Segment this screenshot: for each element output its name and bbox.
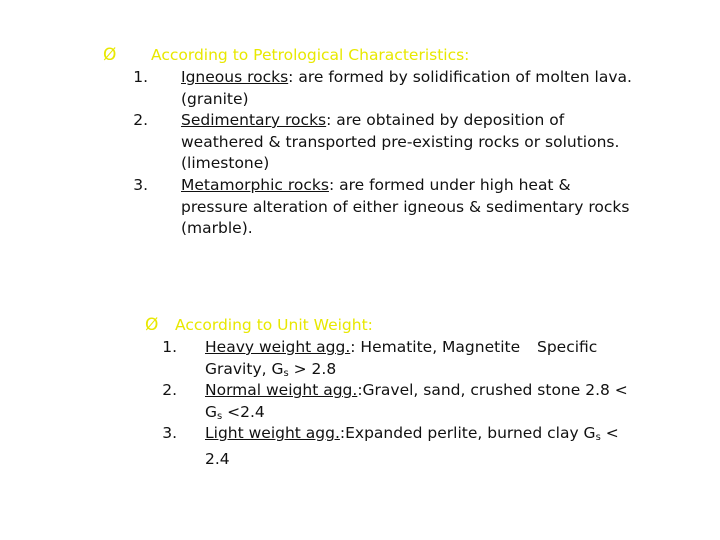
item-text: :Expanded perlite, burned clay G <box>339 424 596 442</box>
item-text: :Gravel, sand, crushed stone 2.8 < <box>357 381 628 399</box>
term-heavy-weight-agg: Heavy weight agg. <box>205 338 351 356</box>
list-item-number: 3. <box>162 424 177 442</box>
term-light-weight-agg: Light weight agg. <box>205 424 340 442</box>
item-text: > 2.8 <box>288 359 337 378</box>
section-heading-petrological: According to Petrological Characteristics: <box>151 46 470 64</box>
list-item-number: 3. <box>133 176 148 194</box>
section-heading-unit-weight: According to Unit Weight: <box>175 316 373 334</box>
item-text: pressure alteration of either igneous & sedimentary rocks <box>181 197 630 216</box>
item-text: (granite) <box>181 89 249 108</box>
item-text: : are formed by solidification of molten lava. <box>288 68 632 86</box>
term-metamorphic-rocks: Metamorphic rocks <box>181 176 329 194</box>
list-item-number: 1. <box>133 68 148 86</box>
list-item-normal-weight <box>205 380 628 427</box>
item-text: (limestone) <box>181 154 270 172</box>
list-item-heavy-weight <box>205 337 520 384</box>
term-normal-weight-agg: Normal weight agg. <box>205 381 358 399</box>
item-text: 2.4 <box>205 449 230 468</box>
specific-label: Specific <box>537 338 598 356</box>
list-item-igneous <box>181 67 632 110</box>
item-text: < <box>600 424 619 442</box>
subscript: s <box>595 432 601 443</box>
subscript: s <box>283 367 289 379</box>
list-item-light-weight <box>205 423 619 470</box>
item-text: : are formed under high heat & <box>328 176 571 194</box>
item-text: G <box>205 402 218 421</box>
list-item-number: 1. <box>162 338 177 356</box>
item-text: weathered & transported pre-existing rocks or solutions. <box>181 132 620 151</box>
item-text: : are obtained by deposition of <box>326 111 565 129</box>
bullet-arrow-icon: Ø <box>103 45 117 65</box>
item-text: <2.4 <box>222 402 265 421</box>
bullet-arrow-icon: Ø <box>145 315 159 335</box>
item-text: Gravity, G <box>205 359 284 378</box>
term-sedimentary-rocks: Sedimentary rocks <box>181 111 327 129</box>
item-text: (marble). <box>181 219 253 237</box>
list-item-metamorphic <box>181 175 629 240</box>
term-igneous-rocks: Igneous rocks <box>181 68 289 86</box>
list-item-number: 2. <box>162 381 177 399</box>
list-item-number: 2. <box>133 111 148 129</box>
list-item-sedimentary <box>181 110 619 175</box>
subscript: s <box>217 410 223 422</box>
item-text: : Hematite, Magnetite <box>350 338 521 356</box>
